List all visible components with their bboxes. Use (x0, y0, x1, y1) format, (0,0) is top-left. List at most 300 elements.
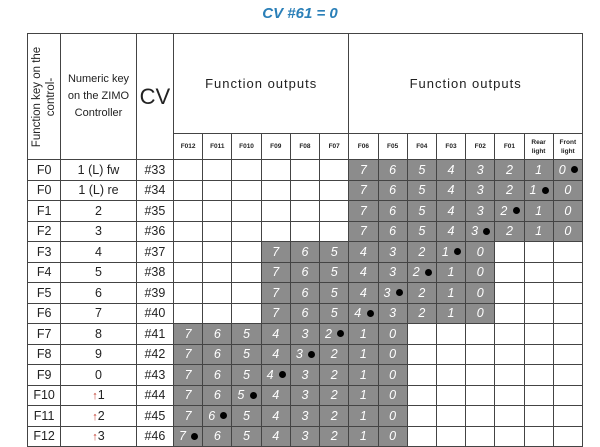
output-bit: 6 (301, 244, 309, 259)
output-cell (378, 426, 407, 447)
output-cell (436, 303, 465, 324)
output-cell (436, 406, 465, 427)
output-cell (349, 201, 378, 222)
output-cell (203, 365, 232, 386)
output-bit: 2 (500, 203, 508, 218)
output-bit: 1 (359, 388, 367, 403)
output-cell (349, 221, 378, 242)
column-header: Rear light (524, 134, 553, 160)
output-cell (261, 201, 290, 222)
output-cell (349, 160, 378, 181)
output-bit: 5 (418, 183, 426, 198)
column-header: F03 (436, 134, 465, 160)
output-cell (320, 242, 349, 263)
output-cell (261, 406, 290, 427)
active-output-dot-icon (337, 330, 344, 337)
output-cell (349, 303, 378, 324)
numeric-key-cell (61, 406, 137, 427)
output-cell (436, 385, 465, 406)
output-cell (495, 221, 524, 242)
numeric-key-cell (61, 303, 137, 324)
numeric-key-label: 1 (L) fw (77, 162, 120, 177)
output-cell (174, 180, 203, 201)
output-cell (349, 385, 378, 406)
output-cell (320, 324, 349, 345)
output-bit: 5 (243, 347, 250, 362)
output-bit: 3 (476, 183, 484, 198)
output-cell (553, 201, 582, 222)
output-cell (174, 283, 203, 304)
output-cell (407, 406, 436, 427)
output-cell (232, 365, 261, 386)
output-bit: 0 (564, 203, 572, 218)
output-cell (378, 160, 407, 181)
output-cell (466, 324, 495, 345)
output-cell (436, 426, 465, 447)
output-bit: 3 (389, 265, 397, 280)
output-bit: 5 (243, 429, 250, 444)
output-bit: 6 (213, 429, 221, 444)
output-cell (466, 160, 495, 181)
output-bit: 4 (447, 183, 455, 198)
output-cell (378, 242, 407, 263)
numeric-key-label: 8 (95, 326, 102, 341)
output-bit: 4 (447, 203, 455, 218)
output-bit: 3 (301, 388, 309, 403)
output-cell (320, 160, 349, 181)
active-output-dot-icon (483, 228, 490, 235)
function-key-cell: F6 (28, 303, 61, 324)
output-cell (524, 242, 553, 263)
output-bit: 7 (272, 285, 280, 300)
output-cell (320, 344, 349, 365)
output-cell (174, 242, 203, 263)
output-bit: 6 (301, 285, 309, 300)
output-cell (232, 324, 261, 345)
output-cell (290, 160, 319, 181)
output-bit: 4 (359, 265, 367, 280)
function-key-cell: F5 (28, 283, 61, 304)
output-cell (466, 242, 495, 263)
cv-mapping-table (27, 33, 583, 447)
output-cell (495, 180, 524, 201)
output-bit: 2 (330, 429, 338, 444)
output-bit: 1 (359, 408, 367, 423)
output-cell (553, 303, 582, 324)
table-row (28, 344, 583, 365)
cv-cell: #46 (136, 426, 173, 447)
output-cell (407, 201, 436, 222)
table-row (28, 221, 583, 242)
output-bit: 0 (476, 285, 484, 300)
output-cell (524, 406, 553, 427)
table-row (28, 160, 583, 181)
output-cell (378, 365, 407, 386)
output-cell (290, 221, 319, 242)
output-cell (524, 201, 553, 222)
cv-cell: #34 (136, 180, 173, 201)
output-cell (407, 324, 436, 345)
output-bit: 5 (418, 162, 426, 177)
cv-cell: #43 (136, 365, 173, 386)
output-cell (261, 385, 290, 406)
output-cell (203, 406, 232, 427)
column-header: F04 (407, 134, 436, 160)
output-bit: 0 (564, 224, 572, 239)
output-cell (553, 180, 582, 201)
numeric-key-header: Numeric key on the ZIMO Controller (61, 34, 137, 160)
output-cell (232, 201, 261, 222)
output-bit: 2 (505, 183, 513, 198)
output-bit: 0 (564, 183, 572, 198)
output-cell (261, 324, 290, 345)
output-bit: 3 (301, 408, 309, 423)
column-header: F010 (232, 134, 261, 160)
table-row (28, 385, 583, 406)
output-bit: 4 (447, 162, 455, 177)
column-header: F02 (466, 134, 495, 160)
active-output-dot-icon (454, 248, 461, 255)
output-cell (495, 160, 524, 181)
output-bit: 5 (418, 203, 426, 218)
output-cell (466, 385, 495, 406)
table-row (28, 324, 583, 345)
output-cell (290, 385, 319, 406)
output-bit: 4 (266, 367, 274, 382)
table-row (28, 262, 583, 283)
output-cell (232, 242, 261, 263)
output-bit: 1 (359, 367, 367, 382)
output-cell (553, 324, 582, 345)
output-bit: 5 (330, 265, 338, 280)
output-bit: 7 (359, 224, 367, 239)
output-cell (174, 201, 203, 222)
output-cell (378, 180, 407, 201)
output-bit: 7 (184, 326, 192, 341)
output-cell (320, 406, 349, 427)
output-bit: 1 (447, 306, 455, 321)
output-cell (407, 365, 436, 386)
output-bit: 0 (476, 244, 484, 259)
output-bit: 0 (476, 306, 484, 321)
output-bit: 4 (272, 388, 280, 403)
output-bit: 5 (330, 244, 338, 259)
output-cell (495, 283, 524, 304)
output-cell (378, 344, 407, 365)
numeric-key-label: 9 (95, 347, 102, 362)
output-cell (203, 262, 232, 283)
function-key-cell: F10 (28, 385, 61, 406)
output-cell (174, 365, 203, 386)
output-cell (495, 201, 524, 222)
output-cell (436, 201, 465, 222)
output-bit: 1 (359, 347, 367, 362)
output-cell (232, 426, 261, 447)
output-bit: 1 (535, 162, 543, 177)
cv-cell: #41 (136, 324, 173, 345)
output-bit: 6 (213, 367, 221, 382)
output-cell (378, 221, 407, 242)
active-output-dot-icon (396, 289, 403, 296)
output-bit: 2 (330, 367, 338, 382)
output-cell (203, 385, 232, 406)
output-cell (466, 201, 495, 222)
output-cell (495, 242, 524, 263)
shift-arrow-icon: ↑ (92, 390, 98, 403)
numeric-key-cell (61, 242, 137, 263)
output-cell (495, 406, 524, 427)
output-bit: 6 (213, 326, 221, 341)
output-bit: 6 (213, 388, 221, 403)
output-cell (466, 221, 495, 242)
function-key-cell: F0 (28, 180, 61, 201)
output-cell (203, 221, 232, 242)
output-cell (320, 426, 349, 447)
output-bit: 0 (389, 388, 397, 403)
output-bit: 7 (184, 347, 192, 362)
table-row (28, 426, 583, 447)
numeric-key-cell (61, 344, 137, 365)
output-cell (436, 221, 465, 242)
output-cell (436, 262, 465, 283)
shift-arrow-icon: ↑ (92, 410, 98, 423)
output-cell (320, 283, 349, 304)
output-cell (174, 385, 203, 406)
active-output-dot-icon (425, 269, 432, 276)
output-cell (553, 385, 582, 406)
output-bit: 7 (272, 244, 280, 259)
table-row (28, 180, 583, 201)
output-cell (261, 221, 290, 242)
output-cell (553, 365, 582, 386)
output-cell (174, 406, 203, 427)
output-bit: 6 (389, 224, 397, 239)
output-cell (553, 283, 582, 304)
function-key-cell: F1 (28, 201, 61, 222)
numeric-key-label: 0 (95, 367, 102, 382)
numeric-key-label: 3 (97, 429, 105, 444)
function-key-cell: F0 (28, 160, 61, 181)
column-header: F06 (349, 134, 378, 160)
table-row (28, 283, 583, 304)
output-bit: 2 (418, 306, 426, 321)
function-key-cell: F11 (28, 406, 61, 427)
table-row (28, 242, 583, 263)
output-cell (290, 324, 319, 345)
output-bit: 2 (505, 162, 513, 177)
output-bit: 0 (389, 347, 397, 362)
output-bit: 7 (184, 408, 192, 423)
numeric-key-cell (61, 426, 137, 447)
output-cell (290, 180, 319, 201)
output-cell (232, 283, 261, 304)
output-bit: 4 (272, 347, 280, 362)
column-header: F05 (378, 134, 407, 160)
output-bit: 7 (184, 388, 192, 403)
numeric-key-label: 1 (L) re (78, 183, 119, 198)
output-cell (261, 344, 290, 365)
output-cell (407, 262, 436, 283)
output-cell (349, 324, 378, 345)
numeric-key-cell (61, 221, 137, 242)
output-cell (349, 262, 378, 283)
output-bit: 0 (476, 265, 484, 280)
output-cell (203, 324, 232, 345)
output-cell (466, 426, 495, 447)
output-cell (174, 324, 203, 345)
output-bit: 5 (330, 285, 338, 300)
numeric-key-label: 3 (95, 224, 102, 239)
output-bit: 6 (301, 265, 309, 280)
output-cell (524, 344, 553, 365)
output-cell (203, 426, 232, 447)
output-cell (174, 160, 203, 181)
output-bit: 7 (359, 203, 367, 218)
output-cell (290, 406, 319, 427)
output-cell (524, 365, 553, 386)
output-cell (553, 242, 582, 263)
output-cell (290, 262, 319, 283)
output-cell (466, 283, 495, 304)
page-title: CV #61 = 0 (262, 5, 338, 22)
cv-cell: #44 (136, 385, 173, 406)
output-cell (290, 344, 319, 365)
active-output-dot-icon (191, 433, 198, 440)
output-bit: 4 (272, 408, 280, 423)
output-bit: 1 (359, 429, 367, 444)
output-bit: 3 (301, 429, 309, 444)
output-bit: 1 (441, 244, 449, 259)
numeric-key-label: 2 (95, 203, 102, 218)
output-cell (378, 303, 407, 324)
output-bit: 2 (505, 224, 513, 239)
active-output-dot-icon (308, 351, 315, 358)
function-key-cell: F12 (28, 426, 61, 447)
output-bit: 4 (354, 306, 362, 321)
output-bit: 3 (471, 224, 479, 239)
table-row (28, 406, 583, 427)
output-cell (436, 180, 465, 201)
output-cell (436, 160, 465, 181)
active-output-dot-icon (279, 371, 286, 378)
column-header: F08 (290, 134, 319, 160)
output-cell (436, 365, 465, 386)
table-row (28, 303, 583, 324)
cv-cell: #33 (136, 160, 173, 181)
output-cell (320, 303, 349, 324)
output-bit: 3 (476, 203, 484, 218)
cv-cell: #45 (136, 406, 173, 427)
output-cell (407, 344, 436, 365)
output-cell (232, 385, 261, 406)
output-bit: 2 (325, 326, 332, 341)
cv-cell: #35 (136, 201, 173, 222)
numeric-key-label: 6 (95, 285, 102, 300)
cv-cell: #37 (136, 242, 173, 263)
output-bit: 7 (184, 367, 192, 382)
output-cell (495, 426, 524, 447)
output-cell (261, 426, 290, 447)
output-bit: 2 (330, 408, 338, 423)
output-cell (203, 242, 232, 263)
numeric-key-label: 7 (95, 306, 102, 321)
output-bit: 4 (359, 244, 367, 259)
output-cell (349, 180, 378, 201)
output-cell (495, 365, 524, 386)
function-key-cell: F8 (28, 344, 61, 365)
output-cell (553, 221, 582, 242)
output-cell (553, 426, 582, 447)
output-bit: 5 (237, 388, 245, 403)
output-cell (261, 160, 290, 181)
output-bit: 3 (383, 285, 391, 300)
numeric-key-cell (61, 201, 137, 222)
output-cell (495, 385, 524, 406)
output-cell (232, 221, 261, 242)
output-cell (524, 385, 553, 406)
output-bit: 5 (243, 326, 250, 341)
active-output-dot-icon (571, 166, 578, 173)
numeric-key-cell (61, 385, 137, 406)
output-bit: 1 (535, 203, 543, 218)
cv-cell: #39 (136, 283, 173, 304)
output-cell (495, 344, 524, 365)
output-cell (407, 221, 436, 242)
output-cell (320, 180, 349, 201)
output-bit: 6 (208, 408, 216, 423)
output-cell (466, 180, 495, 201)
output-cell (553, 160, 582, 181)
cv-cell: #36 (136, 221, 173, 242)
output-cell (466, 262, 495, 283)
active-output-dot-icon (250, 392, 257, 399)
output-cell (232, 406, 261, 427)
output-cell (524, 221, 553, 242)
output-bit: 5 (418, 224, 426, 239)
output-bit: 6 (389, 162, 397, 177)
output-cell (232, 160, 261, 181)
output-cell (349, 365, 378, 386)
active-output-dot-icon (220, 412, 227, 419)
output-cell (320, 385, 349, 406)
output-cell (553, 406, 582, 427)
output-cell (495, 303, 524, 324)
output-cell (290, 303, 319, 324)
output-cell (261, 365, 290, 386)
output-cell (407, 385, 436, 406)
output-cell (232, 180, 261, 201)
cv-header: CV (136, 34, 173, 160)
numeric-key-cell (61, 324, 137, 345)
output-bit: 7 (179, 429, 186, 444)
output-cell (174, 221, 203, 242)
output-cell (378, 262, 407, 283)
output-bit: 2 (412, 265, 420, 280)
output-cell (320, 201, 349, 222)
active-output-dot-icon (513, 207, 520, 214)
output-cell (290, 426, 319, 447)
output-cell (320, 262, 349, 283)
output-cell (524, 426, 553, 447)
output-cell (407, 426, 436, 447)
function-outputs-header-left: Function outputs (174, 34, 349, 134)
output-cell (524, 180, 553, 201)
output-cell (524, 262, 553, 283)
numeric-key-cell (61, 180, 137, 201)
function-key-cell: F7 (28, 324, 61, 345)
output-cell (261, 262, 290, 283)
output-bit: 0 (389, 429, 397, 444)
